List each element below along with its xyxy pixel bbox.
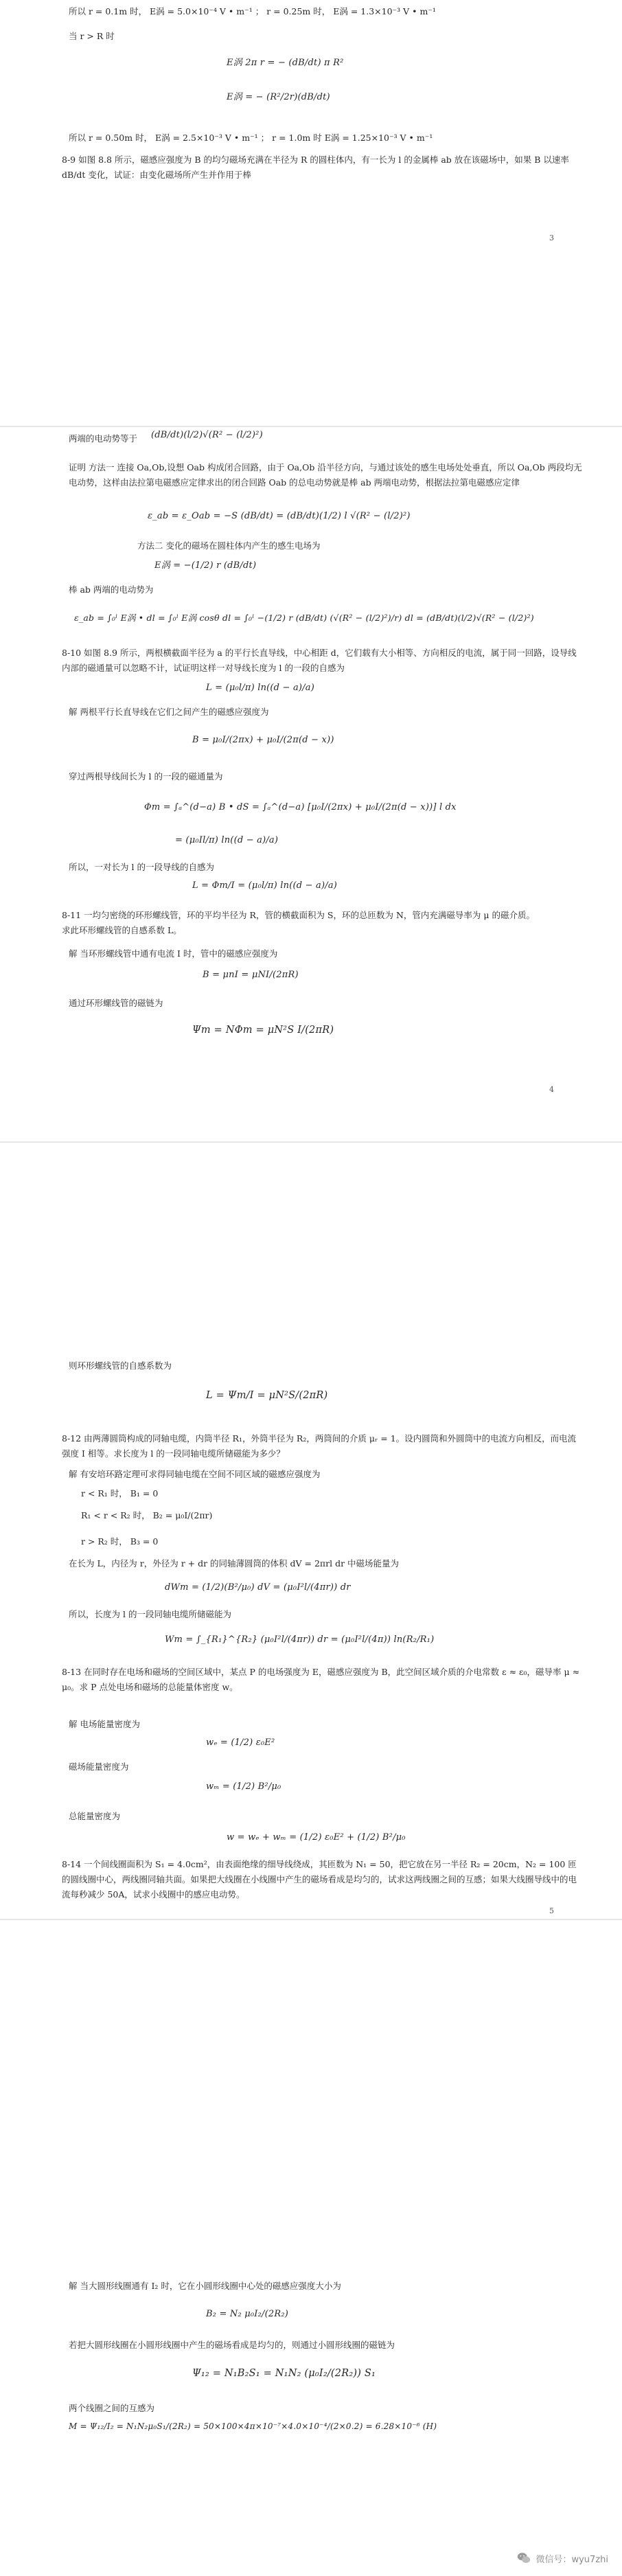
problem-8-10: 8-10 如图 8.9 所示，两根横截面半径为 a 的平行长直导线，中心相距 d，它们载有大小相等、方向相反的电流，属于同一回路，设导线内部的磁通量可以忽略不计，试证明这样一对导线长度为 l 的一段的自感为 (62, 648, 577, 673)
equation: ε_ab = ∫₀ˡ E涡 • dl = ∫₀ˡ E涡 cosθ dl = ∫₀ˡ −(1/2) r (dB/dt) (√(R² − (l/2)²)/r) dl = (dB/dt)(l/2)√(R² − (l/2)²) (74, 613, 534, 623)
equation: (dB/dt)(l/2)√(R² − (l/2)²) (151, 430, 263, 440)
equation: E涡 = − (R²/2r)(dB/dt) (227, 92, 330, 102)
text-line: 解 有安培环路定理可求得同轴电缆在空间不同区域的磁感应强度为 (69, 1469, 321, 1479)
text-line: 解 电场能量密度为 (69, 1719, 140, 1729)
text-line: 在长为 L，内径为 r，外径为 r + dr 的同轴薄圆筒的体积 dV = 2πrl dr 中磁场能量为 (69, 1558, 400, 1569)
text-line: 解 当大圆形线圈通有 I₂ 时，它在小圆形线圈中心处的磁感应强度大小为 (69, 2281, 341, 2291)
text-line: 磁场能量密度为 (69, 1762, 129, 1772)
text-line: 解 两根平行长直导线在它们之间产生的磁感应强度为 (69, 707, 269, 717)
equation: dWm = (1/2)(B²/μ₀) dV = (μ₀I²l/(4πr)) dr (165, 1582, 351, 1593)
text-line: 所以，一对长为 l 的一段导线的自感为 (69, 862, 214, 872)
watermark (514, 2549, 612, 2568)
equation: M = Ψ₁₂/I₂ = N₁N₂μ₀S₁/(2R₂) = 50×100×4π×10⁻⁷×4.0×10⁻⁴/(2×0.2) = 6.28×10⁻⁶ (H) (69, 2421, 437, 2431)
document-page-4 (0, 1920, 622, 2576)
equation: E涡 2π r = − (dB/dt) π R² (227, 58, 344, 68)
wechat-icon (516, 2551, 531, 2566)
equation: Φm = ∫ₐ^(d−a) B • dS = ∫ₐ^(d−a) [μ₀I/(2πx) + μ₀I/(2π(d − x))] l dx (144, 802, 457, 812)
problem-8-13: 8-13 在同时存在电场和磁场的空间区域中，某点 P 的电场强度为 E，磁感应强度为 B，此空间区域介质的介电常数 ε ≈ ε₀，磁导率 μ ≈ μ₀。求 P 点处电场和磁场的总能量体密度 w。 (62, 1667, 580, 1692)
text-line: 总能量密度为 (69, 1811, 121, 1821)
problem-8-11: 8-11 一均匀密绕的环形螺线管，环的平均半径为 R，管的横截面积为 S，环的总匝数为 N，管内充满磁导率为 μ 的磁介质。求此环形螺线管的自感系数 L。 (62, 910, 535, 935)
text-line: 当 r > R 时 (69, 31, 115, 41)
text-line: 解 当环形螺线管中通有电流 I 时，管中的磁感应强度为 (69, 948, 278, 959)
problem-8-9: 8-9 如图 8.8 所示，磁感应强度为 B 的均匀磁场充满在半径为 R 的圆柱体内，有一长为 l 的金属棒 ab 放在该磁场中，如果 B 以速率 dB/dt 变化，试证：由变化磁场所产生并作用于棒 (62, 155, 569, 180)
equation: Ψm = NΦm = μN²S I/(2πR) (192, 1025, 334, 1036)
problem-8-12: 8-12 由两薄圆筒构成的同轴电缆，内筒半径 R₁，外筒半径为 R₂，两筒间的介质 μᵣ = 1。设内圆筒和外圆筒中的电流方向相反，而电流强度 I 相等。求长度为 l 的一段同轴电缆所储磁能为多少？ (62, 1433, 577, 1459)
equation: Ψ₁₂ = N₁B₂S₁ = N₁N₂ (μ₀I₂/(2R₂)) S₁ (192, 2368, 376, 2379)
text-line: 两端的电动势等于 (69, 433, 138, 444)
case-line: r < R₁ 时， B₁ = 0 (81, 1488, 159, 1498)
equation: L = Ψm/I = μN²S/(2πR) (206, 1390, 328, 1401)
document-page-1 (0, 0, 622, 426)
problem-8-14: 8-14 一个间线圈面积为 S₁ = 4.0cm²，由表面绝缘的细导线绕成，其匝数为 N₁ = 50，把它放在另一半径 R₂ = 20cm，N₂ = 100 匝的圆线圈中心，两线圈同轴共面。如果把大线圈在小线圈中产生的磁场看成是均匀的，试求这两线圈之间的互感；如果大线圈导线中的电流每秒减少 50A，试求小线圈中的感应电动势。 (62, 1859, 577, 1900)
document-page-3 (0, 1143, 622, 1919)
page-number: 4 (549, 1085, 554, 1094)
text-line: 所以，长度为 l 的一段同轴电缆所储磁能为 (69, 1609, 231, 1619)
page-number: 5 (549, 1906, 554, 1915)
text-line: 所以 r = 0.50m 时， E涡 = 2.5×10⁻³ V • m⁻¹ ； r = 1.0m 时 E涡 = 1.25×10⁻³ V • m⁻¹ (69, 133, 433, 143)
text-line: 棒 ab 两端的电动势为 (69, 584, 154, 595)
text-line: 若把大圆形线圈在小圆形线圈中产生的磁场看成是均匀的，则通过小圆形线圈的磁链为 (69, 2340, 395, 2350)
case-line: r > R₂ 时， B₃ = 0 (81, 1536, 159, 1547)
equation: L = (μ₀l/π) ln((d − a)/a) (206, 683, 314, 693)
equation: Wm = ∫_{R₁}^{R₂} (μ₀I²l/(4πr)) dr = (μ₀I²l/(4π)) ln(R₂/R₁) (165, 1634, 435, 1645)
document-page-2 (0, 427, 622, 1141)
watermark-text: 微信号：wyu7zhi (535, 2554, 608, 2565)
equation: B = μ₀I/(2πx) + μ₀I/(2π(d − x)) (192, 735, 334, 745)
equation: B = μnI = μNI/(2πR) (203, 970, 299, 980)
text-line: 两个线圈之间的互感为 (69, 2403, 155, 2413)
equation: wₑ = (1/2) ε₀E² (206, 1737, 275, 1748)
text-line: 穿过两根导线间长为 l 的一段的磁通量为 (69, 771, 223, 782)
equation: = (μ₀Il/π) ln((d − a)/a) (175, 835, 279, 845)
case-line: R₁ < r < R₂ 时， B₂ = μ₀I/(2πr) (81, 1510, 213, 1520)
proof-paragraph: 证明 方法一 连接 Oa,Ob,设想 Oab 构成闭合回路，由于 Oa,Ob 沿半径方向，与通过该处的感生电场处处垂直，所以 Oa,Ob 两段均无电动势，这样由法拉第电磁感应定律求出的闭合回路 Oab 的总电动势就是棒 ab 两端电动势，根据法拉第电磁感应定律 (69, 462, 582, 488)
text-line: 则环形螺线管的自感系数为 (69, 1360, 172, 1371)
page-number: 3 (549, 233, 554, 242)
equation: E涡 = −(1/2) r (dB/dt) (154, 560, 257, 571)
text-line: 通过环形螺线管的磁链为 (69, 998, 163, 1008)
equation: L = Φm/I = (μ₀l/π) ln((d − a)/a) (192, 880, 338, 891)
equation: wₘ = (1/2) B²/μ₀ (206, 1781, 281, 1792)
equation: ε_ab = ε_Oab = −S (dB/dt) = (dB/dt)(1/2) l √(R² − (l/2)²) (148, 511, 411, 521)
text-line: 所以 r = 0.1m 时， E涡 = 5.0×10⁻⁴ V • m⁻¹ ； r = 0.25m 时， E涡 = 1.3×10⁻³ V • m⁻¹ (69, 6, 436, 16)
equation: w = wₑ + wₘ = (1/2) ε₀E² + (1/2) B²/μ₀ (227, 1832, 406, 1843)
equation: B₂ = N₂ μ₀I₂/(2R₂) (206, 2309, 289, 2319)
text-line: 方法二 变化的磁场在圆柱体内产生的感生电场为 (137, 540, 321, 551)
